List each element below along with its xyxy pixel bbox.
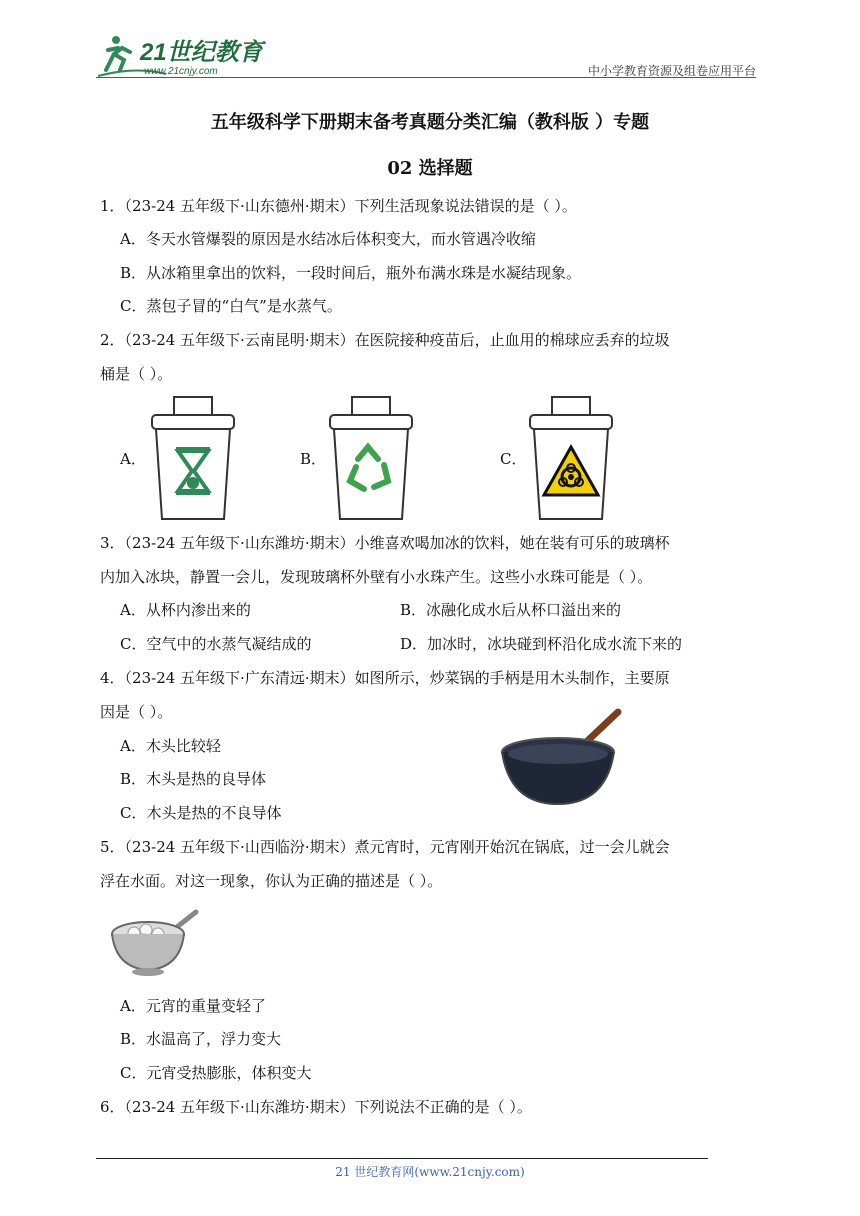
question-2-line-2: 桶是（ ）。 (100, 365, 173, 383)
question-2-option-c: C． (500, 450, 527, 468)
question-5-option-a: A．元宵的重量变轻了 (120, 997, 266, 1015)
recyclable-bin-icon (328, 395, 414, 523)
page-header (96, 30, 756, 78)
svg-text:21世纪教育: 21世纪教育 (140, 39, 263, 66)
question-5-option-b: B．水温高了，浮力变大 (120, 1030, 282, 1048)
question-4-line-1: 4．（23-24 五年级下·广东清远·期末）如图所示，炒菜锅的手柄是用木头制作，主要原 (100, 669, 670, 687)
question-4-option-c: C．木头是热的不良导体 (120, 804, 282, 822)
question-1: 1．（23-24 五年级下·山东德州·期末）下列生活现象说法错误的是（ ）。 (100, 197, 577, 215)
hazardous-bin-icon (528, 395, 614, 523)
question-5-line-1: 5．（23-24 五年级下·山西临汾·期末）煮元宵时，元宵刚开始沉在锅底，过一会儿就会 (100, 838, 670, 856)
question-4-option-b: B．木头是热的良导体 (120, 770, 267, 788)
question-3-option-c: C．空气中的水蒸气凝结成的 (120, 635, 312, 653)
question-6: 6．（23-24 五年级下·山东潍坊·期末）下列说法不正确的是（ ）。 (100, 1098, 532, 1116)
footer-divider (96, 1158, 708, 1159)
header-divider (96, 77, 756, 78)
question-5-line-2: 浮在水面。对这一现象，你认为正确的描述是（ ）。 (100, 872, 443, 890)
section-title: 02 选择题 (387, 158, 473, 179)
header-right-text: 中小学教育资源及组卷应用平台 (587, 64, 756, 78)
question-3-option-d: D．加冰时，冰块碰到杯沿化成水流下来的 (400, 635, 683, 653)
footer-text: 21 世纪教育网(www.21cnjy.com) (335, 1165, 525, 1179)
question-3-line-1: 3．（23-24 五年级下·山东潍坊·期末）小维喜欢喝加冰的饮料，她在装有可乐的玻璃杯 (100, 534, 670, 552)
logo-21cnjy (96, 30, 266, 78)
question-2-option-b: B． (300, 450, 327, 468)
question-4-line-2: 因是（ ）。 (100, 703, 173, 721)
page-title: 五年级科学下册期末备考真题分类汇编（教科版 ）专题 (210, 112, 650, 133)
question-1-option-b: B．从冰箱里拿出的饮料，一段时间后，瓶外布满水珠是水凝结现象。 (120, 264, 582, 282)
question-3-line-2: 内加入冰块，静置一会儿，发现玻璃杯外壁有小水珠产生。这些小水珠可能是（ ）。 (100, 568, 653, 586)
question-3-option-a: A．从杯内渗出来的 (120, 601, 251, 619)
question-3-option-b: B．冰融化成水后从杯口溢出来的 (400, 601, 622, 619)
other-waste-bin-icon (150, 395, 236, 523)
question-4-option-a: A．木头比较轻 (120, 737, 221, 755)
question-2-option-a: A． (120, 450, 146, 468)
question-5-option-c: C．元宵受热膨胀，体积变大 (120, 1064, 312, 1082)
question-1-option-a: A．冬天水管爆裂的原因是水结冰后体积变大，而水管遇冷收缩 (120, 230, 536, 248)
question-2-line-1: 2．（23-24 五年级下·云南昆明·期末）在医院接种疫苗后，止血用的棉球应丢弃的垃圾 (100, 331, 670, 349)
tangyuan-bowl-icon (108, 906, 204, 978)
wok-icon (500, 706, 630, 808)
svg-text:www.21cnjy.com: www.21cnjy.com (144, 66, 218, 77)
question-1-option-c: C．蒸包子冒的“白气”是水蒸气。 (120, 297, 342, 315)
